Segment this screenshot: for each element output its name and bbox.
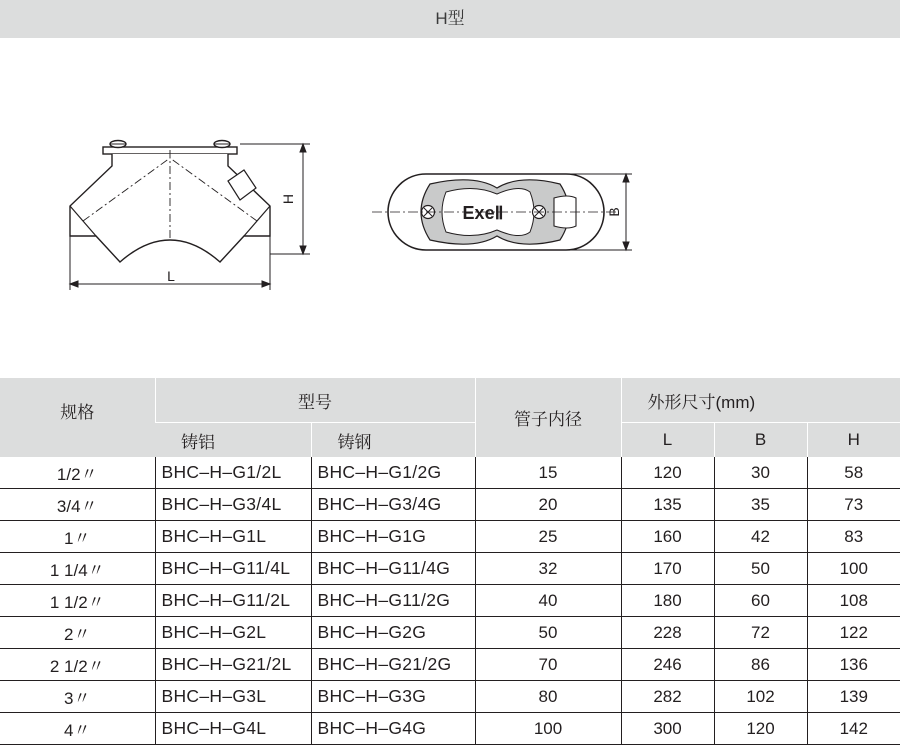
cell-inner-diameter: 80 <box>475 681 621 713</box>
cell-l: 180 <box>621 585 714 617</box>
technical-drawing <box>0 38 900 376</box>
cell-aluminum-model: BHC–H–G11/4L <box>155 553 311 585</box>
table-header-row-1 <box>0 378 900 423</box>
header-inner-diameter: 管子内径 <box>475 378 621 458</box>
cell-aluminum-model: BHC–H–G3L <box>155 681 311 713</box>
cell-aluminum-model: BHC–H–G11/2L <box>155 585 311 617</box>
header-b: B <box>714 423 807 458</box>
table-row <box>0 521 900 553</box>
cell-h: 100 <box>807 553 900 585</box>
spec-table <box>0 377 900 745</box>
cell-b: 86 <box>714 649 807 681</box>
drawing-svg <box>0 38 900 376</box>
cell-spec: 3〃 <box>0 681 155 713</box>
table-row <box>0 457 900 489</box>
cell-h: 58 <box>807 457 900 489</box>
cell-aluminum-model: BHC–H–G3/4L <box>155 489 311 521</box>
header-model: 型号 <box>155 378 475 423</box>
cell-h: 108 <box>807 585 900 617</box>
cell-inner-diameter: 20 <box>475 489 621 521</box>
cell-steel-model: BHC–H–G3/4G <box>311 489 475 521</box>
cell-l: 282 <box>621 681 714 713</box>
label-b: B <box>606 207 622 217</box>
cell-inner-diameter: 50 <box>475 617 621 649</box>
table-row <box>0 585 900 617</box>
cell-inner-diameter: 70 <box>475 649 621 681</box>
cell-steel-model: BHC–H–G1G <box>311 521 475 553</box>
cell-b: 30 <box>714 457 807 489</box>
cell-spec: 4〃 <box>0 713 155 745</box>
cell-b: 50 <box>714 553 807 585</box>
cell-h: 73 <box>807 489 900 521</box>
cell-l: 120 <box>621 457 714 489</box>
cell-steel-model: BHC–H–G2G <box>311 617 475 649</box>
explosion-proof-mark: ExeⅡ <box>462 203 504 223</box>
cell-l: 170 <box>621 553 714 585</box>
cell-inner-diameter: 15 <box>475 457 621 489</box>
cell-l: 246 <box>621 649 714 681</box>
cell-spec: 2 1/2〃 <box>0 649 155 681</box>
cell-steel-model: BHC–H–G21/2G <box>311 649 475 681</box>
label-h: H <box>280 193 296 205</box>
cell-inner-diameter: 25 <box>475 521 621 553</box>
cell-h: 83 <box>807 521 900 553</box>
cell-l: 300 <box>621 713 714 745</box>
cell-h: 122 <box>807 617 900 649</box>
cell-h: 136 <box>807 649 900 681</box>
page-title: H型 <box>0 0 900 38</box>
cell-aluminum-model: BHC–H–G2L <box>155 617 311 649</box>
cell-spec: 2〃 <box>0 617 155 649</box>
cell-spec: 1〃 <box>0 521 155 553</box>
cell-b: 120 <box>714 713 807 745</box>
cell-l: 160 <box>621 521 714 553</box>
cell-spec: 1 1/4〃 <box>0 553 155 585</box>
cell-l: 135 <box>621 489 714 521</box>
table-row <box>0 649 900 681</box>
cell-aluminum-model: BHC–H–G4L <box>155 713 311 745</box>
cell-b: 60 <box>714 585 807 617</box>
cell-h: 139 <box>807 681 900 713</box>
cell-steel-model: BHC–H–G3G <box>311 681 475 713</box>
table-row <box>0 617 900 649</box>
cell-b: 35 <box>714 489 807 521</box>
cell-inner-diameter: 40 <box>475 585 621 617</box>
cell-steel-model: BHC–H–G11/4G <box>311 553 475 585</box>
cell-spec: 1 1/2〃 <box>0 585 155 617</box>
cell-steel-model: BHC–H–G11/2G <box>311 585 475 617</box>
cell-l: 228 <box>621 617 714 649</box>
table-row <box>0 713 900 745</box>
header-aluminum: 铸铝 <box>155 423 311 458</box>
cell-spec: 3/4〃 <box>0 489 155 521</box>
cell-steel-model: BHC–H–G1/2G <box>311 457 475 489</box>
cell-b: 72 <box>714 617 807 649</box>
side-view <box>70 141 270 263</box>
cell-spec: 1/2〃 <box>0 457 155 489</box>
cell-h: 142 <box>807 713 900 745</box>
label-l: L <box>167 268 175 284</box>
cell-inner-diameter: 100 <box>475 713 621 745</box>
cell-aluminum-model: BHC–H–G21/2L <box>155 649 311 681</box>
cell-aluminum-model: BHC–H–G1L <box>155 521 311 553</box>
cell-aluminum-model: BHC–H–G1/2L <box>155 457 311 489</box>
header-h: H <box>807 423 900 458</box>
table-row <box>0 553 900 585</box>
table-body <box>0 457 900 745</box>
table-row <box>0 489 900 521</box>
header-steel: 铸钢 <box>311 423 475 458</box>
header-dimensions: 外形尺寸(mm) <box>621 378 900 423</box>
cell-b: 102 <box>714 681 807 713</box>
header-l: L <box>621 423 714 458</box>
header-spec: 规格 <box>0 378 155 458</box>
cell-steel-model: BHC–H–G4G <box>311 713 475 745</box>
cell-b: 42 <box>714 521 807 553</box>
cell-inner-diameter: 32 <box>475 553 621 585</box>
table-row <box>0 681 900 713</box>
